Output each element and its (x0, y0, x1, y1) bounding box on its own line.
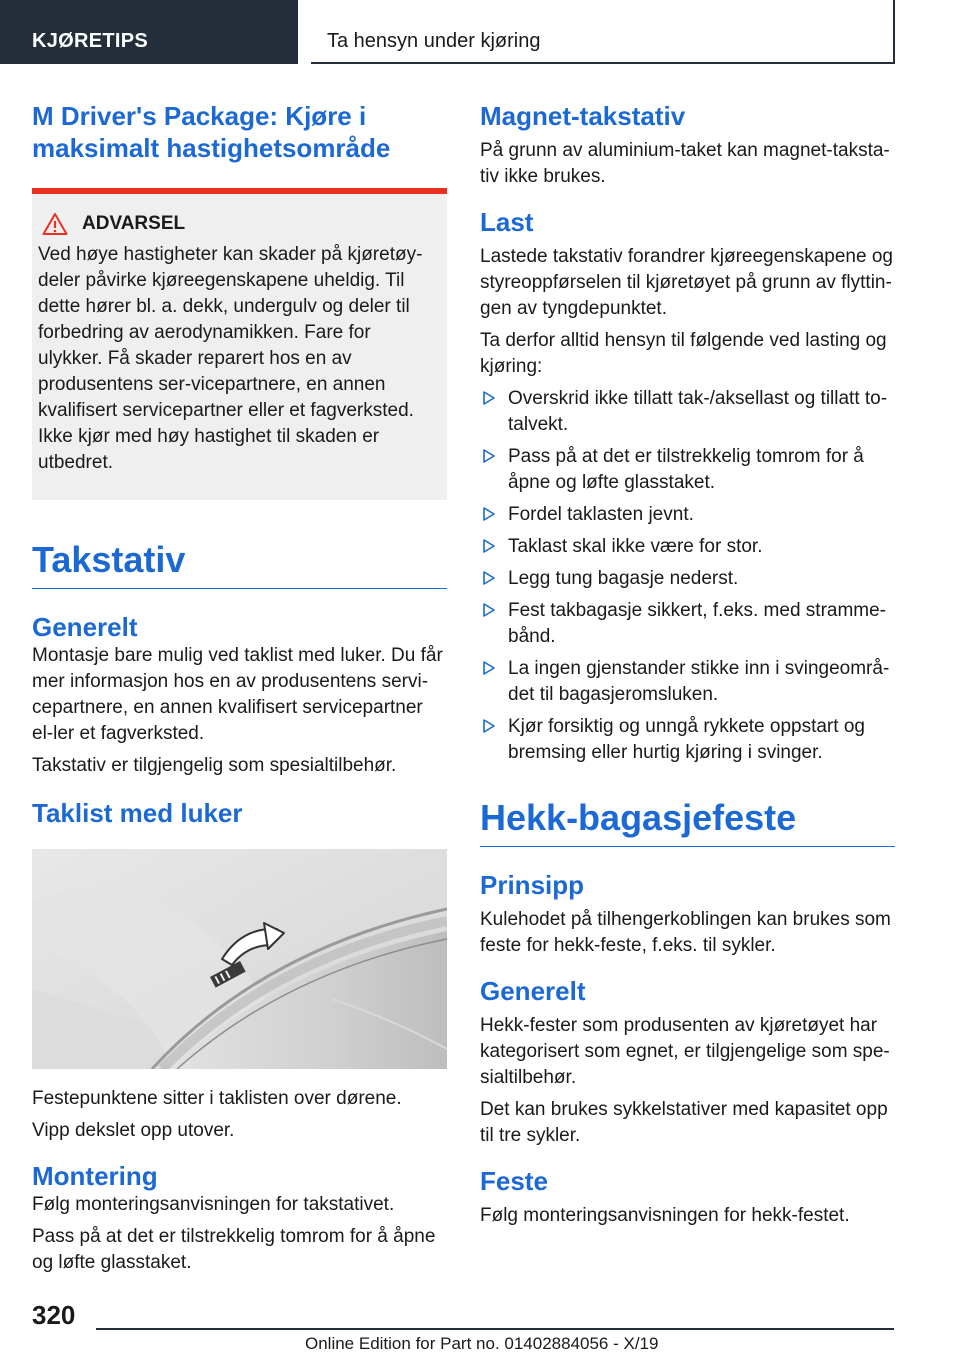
left-column (32, 100, 447, 1282)
triangle-right-icon (482, 570, 496, 586)
feste-paragraph: Følg monteringsanvisningen for hekk-festet. (480, 1205, 850, 1226)
montering-paragraph-1: Følg monteringsanvisningen for takstativet. (32, 1194, 395, 1215)
triangle-right-icon (482, 660, 496, 676)
taklist-heading: Taklist med luker (32, 798, 243, 828)
generelt-right-paragraph-1: Hekk-fester som produsenten av kjøretøyet har kategorisert som egnet, er tilgjengelige som spe-sialtilbehør. (480, 1015, 890, 1088)
warning-box (32, 188, 447, 500)
header-chapter-label: Ta hensyn under kjøring (327, 30, 541, 52)
list-item-text: Fordel taklasten jevnt. (508, 504, 694, 525)
page-number: 320 (32, 1300, 76, 1330)
list-item (480, 502, 895, 528)
caption-paragraph-1: Festepunktene sitter i taklisten over dørene. (32, 1088, 402, 1109)
prinsipp-heading: Prinsipp (480, 870, 585, 900)
takstativ-heading: Takstativ (32, 538, 447, 589)
generelt-paragraph-2: Takstativ er tilgjengelig som spesialtilbehør. (32, 755, 397, 776)
last-paragraph-1: Lastede takstativ forandrer kjøreegenskapene og styreoppførselen til kjøretøyet på grunn av flyttin-gen av tyngdepunktet. (480, 246, 893, 319)
feste-heading: Feste (480, 1166, 548, 1196)
triangle-right-icon (482, 390, 496, 406)
header-section-label: KJØRETIPS (32, 30, 149, 52)
last-paragraph-2: Ta derfor alltid hensyn til følgende ved lasting og kjøring: (480, 330, 887, 377)
triangle-right-icon (482, 448, 496, 464)
generelt-right-paragraph-2: Det kan brukes sykkelstativer med kapasitet opp til tre sykler. (480, 1099, 888, 1146)
prinsipp-paragraph: Kulehodet på tilhengerkoblingen kan brukes som feste for hekk-feste, f.eks. til sykler. (480, 909, 891, 956)
list-item (480, 386, 895, 438)
warning-triangle-icon (42, 212, 68, 236)
triangle-right-icon (482, 506, 496, 522)
list-item (480, 534, 895, 560)
generelt-heading: Generelt (32, 612, 138, 642)
footer-divider (96, 1328, 894, 1330)
warning-label: ADVARSEL (82, 213, 186, 234)
last-heading: Last (480, 207, 534, 237)
list-item-text: Legg tung bagasje nederst. (508, 568, 739, 589)
list-item-text: Fest takbagasje sikkert, f.eks. med stramme-bånd. (508, 600, 887, 647)
triangle-right-icon (482, 718, 496, 734)
list-item-text: Pass på at det er tilstrekkelig tomrom for å åpne og løfte glasstaket. (508, 446, 864, 493)
list-item-text: Overskrid ikke tillatt tak-/aksellast og tillatt to-talvekt. (508, 388, 888, 435)
list-item (480, 656, 895, 708)
page-footer (0, 1298, 960, 1362)
list-item (480, 566, 895, 592)
triangle-right-icon (482, 602, 496, 618)
montering-heading: Montering (32, 1161, 158, 1191)
right-column (480, 100, 895, 1235)
list-item (480, 444, 895, 496)
mdrivers-package-heading: M Driver's Package: Kjøre i maksimalt hastighetsområde (32, 101, 391, 163)
warning-header (38, 212, 439, 236)
list-item (480, 598, 895, 650)
caption-paragraph-2: Vipp dekslet opp utover. (32, 1120, 235, 1141)
footer-edition-text: Online Edition for Part no. 01402884056 - X/19 (305, 1334, 659, 1353)
header-chapter-box (311, 0, 895, 64)
generelt-right-heading: Generelt (480, 976, 586, 1006)
header-section-tab (0, 0, 298, 64)
loading-rules-list (480, 386, 895, 766)
triangle-right-icon (482, 538, 496, 554)
roof-rail-photo (32, 849, 447, 1069)
montering-paragraph-2: Pass på at det er tilstrekkelig tomrom for å åpne og løfte glasstaket. (32, 1226, 436, 1273)
page-header (0, 0, 960, 64)
warning-text: Ved høye hastigheter kan skader på kjøretøy-deler påvirke kjøreegenskapene uheldig. Til dette hører bl. a. dekk, undergulv og deler til forbedring av aerodynamikken. Fare for ulykker. Få skader reparert hos en av produsentens ser-vicepartnere, en annen kvalifisert servicepartner eller et fagverksted. Ikke kjør med høy hastighet til skaden er utbedret. (38, 244, 423, 473)
list-item (480, 714, 895, 766)
list-item-text: Taklast skal ikke være for stor. (508, 536, 763, 557)
magnet-heading: Magnet-takstativ (480, 101, 686, 131)
generelt-paragraph-1: Montasje bare mulig ved taklist med luker. Du får mer informasjon hos en av produsentens servi-cepartnere, en annen kvalifisert servicepartner el-ler et fagverksted. (32, 645, 443, 744)
list-item-text: Kjør forsiktig og unngå rykkete oppstart og bremsing eller hurtig kjøring i svinger. (508, 716, 865, 763)
list-item-text: La ingen gjenstander stikke inn i svingeområ-det til bagasjeromsluken. (508, 658, 890, 705)
magnet-paragraph: På grunn av aluminium-taket kan magnet-taksta-tiv ikke brukes. (480, 140, 890, 187)
hekk-bagasjefeste-heading: Hekk-bagasjefeste (480, 796, 895, 847)
